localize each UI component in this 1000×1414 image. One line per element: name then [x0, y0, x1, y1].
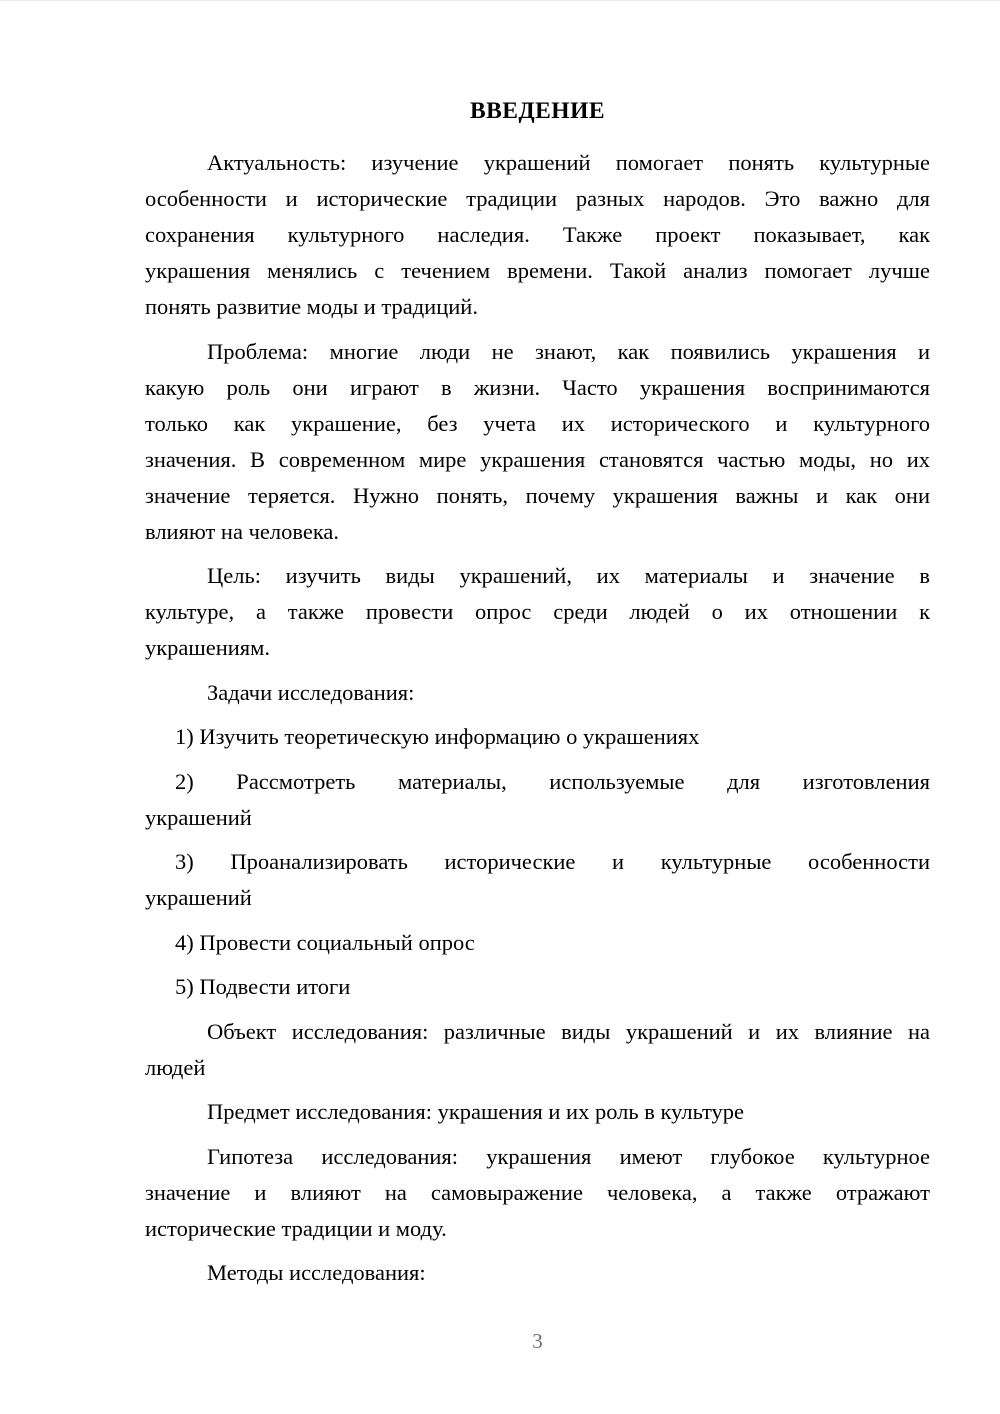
list-item-task-3 — [145, 844, 930, 916]
text-line: значение и влияют на самовыражение человека, а также отражают — [145, 1179, 930, 1205]
paragraph-zadachi-heading — [145, 675, 930, 711]
paragraph-problema — [145, 334, 930, 550]
list-item-task-1 — [145, 719, 930, 755]
text-line: украшений — [145, 804, 252, 830]
list-item-task-5 — [145, 969, 930, 1005]
paragraph-gipoteza — [145, 1139, 930, 1247]
document-title: ВВЕДЕНИЕ — [469, 98, 606, 124]
text-line: особенности и исторические традиции разных народов. Это важно для — [145, 186, 930, 211]
text-line: значения. В современном мире украшения становятся частью моды, но их — [145, 446, 930, 472]
text-line: только как украшение, без учета их исторического и культурного — [145, 410, 930, 436]
text-line: Цель: изучить виды украшений, их материалы и значение в — [207, 563, 930, 588]
text-line: Методы исследования: — [207, 1260, 426, 1285]
list-item-task-4 — [145, 925, 930, 961]
text-line: украшениям. — [145, 635, 271, 660]
text-line: значение теряется. Нужно понять, почему украшения важны и как они — [145, 482, 930, 508]
text-line: 4) Провести социальный опрос — [175, 929, 475, 955]
page-number: 3 — [532, 1329, 543, 1353]
list-item-task-2 — [145, 764, 930, 836]
text-line: исторические традиции и моду. — [145, 1215, 447, 1241]
paragraph-tsel — [145, 558, 930, 666]
text-line: Задачи исследования: — [207, 679, 415, 705]
document-content — [145, 93, 930, 1300]
text-line: людей — [145, 1054, 206, 1080]
text-line: Предмет исследования: украшения и их роль в культуре — [207, 1099, 745, 1124]
paragraph-obekt — [145, 1014, 930, 1086]
text-line: понять развитие моды и традиций. — [145, 294, 478, 319]
text-line: какую роль они играют в жизни. Часто украшения воспринимаются — [145, 374, 930, 400]
text-line: 5) Подвести итоги — [175, 974, 351, 999]
text-line: сохранения культурного наследия. Также проект показывает, как — [145, 222, 930, 247]
text-line: Объект исследования: различные виды украшений и их влияние на — [207, 1018, 930, 1044]
text-line: 2) Рассмотреть материалы, используемые для изготовления — [175, 768, 930, 794]
paragraph-metody — [145, 1255, 930, 1291]
text-line: украшения менялись с течением времени. Такой анализ помогает лучше — [145, 258, 930, 283]
paragraph-aktualnost — [145, 145, 930, 325]
text-line: 1) Изучить теоретическую информацию о украшениях — [175, 724, 700, 749]
text-line: культуре, а также провести опрос среди людей о их отношении к — [145, 599, 930, 624]
text-line: Проблема: многие люди не знают, как появились украшения и — [207, 338, 930, 364]
text-line: украшений — [145, 885, 252, 910]
text-line: Актуальность: изучение украшений помогает понять культурные — [207, 150, 930, 175]
paragraph-predmet — [145, 1094, 930, 1130]
text-line: 3) Проанализировать исторические и культурные особенности — [175, 849, 930, 874]
text-line: Гипотеза исследования: украшения имеют глубокое культурное — [207, 1143, 930, 1169]
text-line: влияют на человека. — [145, 518, 340, 544]
